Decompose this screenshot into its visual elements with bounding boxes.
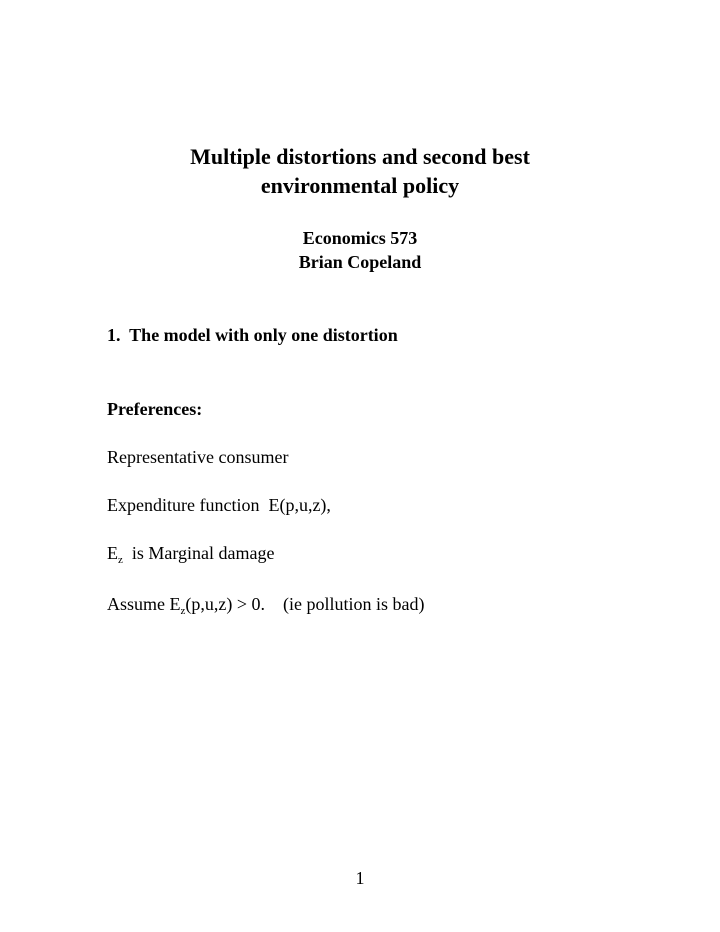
marginal-damage-text: is Marginal damage [122,543,275,563]
section-heading: 1. The model with only one distortion [107,325,398,345]
marginal-damage-symbol: E [107,543,118,563]
document-title-line-1: Multiple distortions and second best [190,144,530,169]
preferences-heading: Preferences: [107,399,203,419]
document-title-line-2: environmental policy [260,173,460,198]
page-number: 1 [355,868,365,888]
expenditure-function-line: Expenditure function E(p,u,z), [107,495,331,515]
consumer-line: Representative consumer [107,447,289,467]
marginal-damage-subscript: z [118,554,123,566]
assumption-subscript: z [180,605,186,617]
assumption-line [107,592,425,616]
assumption-prefix: Assume E [107,594,181,614]
marginal-damage-line [107,541,275,565]
assumption-text: (p,u,z) > 0. (ie pollution is bad) [185,594,425,614]
author-name: Brian Copeland [298,252,422,272]
course-name: Economics 573 [302,228,418,248]
